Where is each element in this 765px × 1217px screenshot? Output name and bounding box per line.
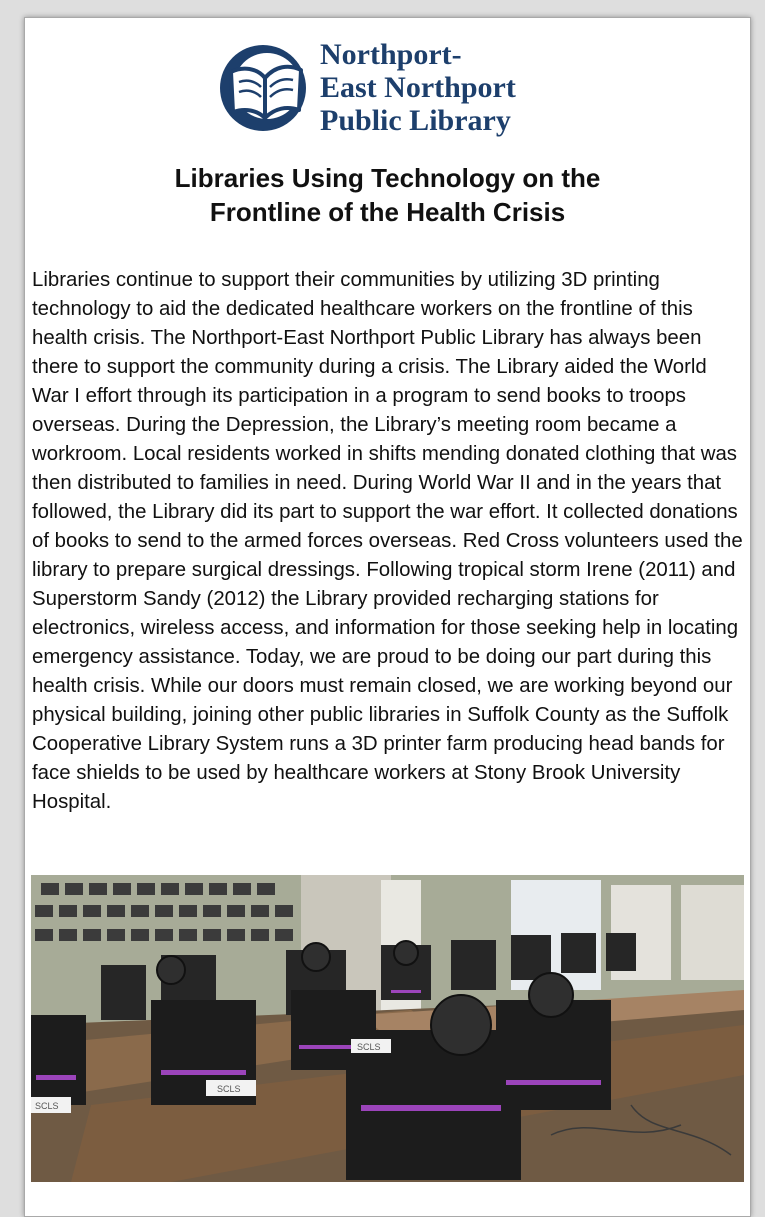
3d-printer-farm-photo [31, 875, 744, 1182]
library-name-line-2: East Northport [320, 71, 516, 104]
library-name-line-1: Northport- [320, 38, 462, 71]
newsletter-card [24, 17, 751, 1217]
table-label: SCLS [357, 1042, 381, 1052]
open-book-logo-icon [217, 42, 313, 134]
library-name-line-3: Public Library [320, 104, 511, 137]
table-label: SCLS [217, 1084, 241, 1094]
article-body: Libraries continue to support their communities by utilizing 3D printing technology to aid the dedicated healthcare workers on the frontline of this health crisis. The Northport-East Northport Public Library has always been there to support the community during a crisis. The Library aided the World War I effort through its participation in a program to send books to troops overseas. During the Depression, the Library’s meeting room became a workroom. Local residents worked in shifts mending donated clothing that was then distributed to families in need. During World War II and in the years that followed, the Library did its part to support the war effort. It collected donations of books to send to the armed forces overseas. Red Cross volunteers used the library to prepare surgical dressings. Following tropical storm Irene (2011) and Superstorm Sandy (2012) the Library provided recharging stations for electronics, wireless access, and information for those seeking help in locating emergency assistance. Today, we are proud to be doing our part during this health crisis. While our doors must remain closed, we are working beyond our physical building, joining other public libraries in Suffolk County as the Suffolk Cooperative Library System runs a 3D printer farm producing head bands for face shields to be used by healthcare workers at Stony Brook University Hospital. [32, 269, 743, 813]
printer-farm-illustration [31, 875, 744, 1182]
article-title-line-2: Frontline of the Health Crisis [209, 197, 566, 227]
library-logo[interactable] [217, 38, 557, 148]
article-title-line-1: Libraries Using Technology on the [174, 163, 601, 193]
article-title [25, 161, 750, 229]
library-name [320, 38, 516, 137]
table-label: SCLS [35, 1101, 59, 1111]
